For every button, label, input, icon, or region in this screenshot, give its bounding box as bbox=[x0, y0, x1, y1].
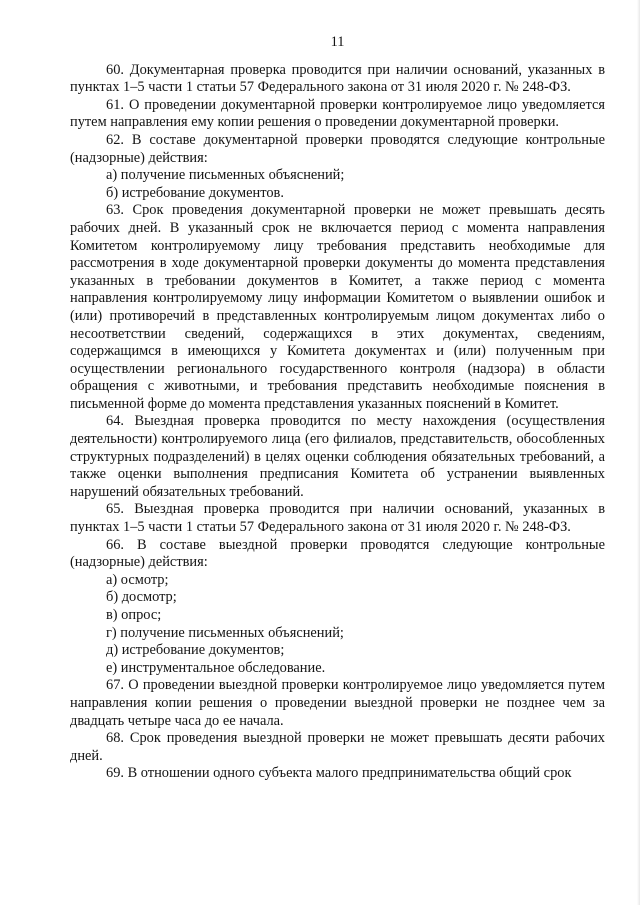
list-item: а) осмотр; bbox=[106, 571, 169, 588]
list-item: е) инструментальное обследование. bbox=[106, 659, 326, 676]
paragraph-62: 62. В составе документарной проверки проводятся следующие контрольные (надзорные) действия: bbox=[70, 131, 605, 166]
paragraph-67: 67. О проведении выездной проверки контролируемое лицо уведомляется путем направления копии решения о проведении выездной проверки не позднее чем за двадцать четыре часа до ее начала. bbox=[70, 677, 605, 729]
paragraph-63: 63. Срок проведения документарной проверки не может превышать десять рабочих дней. В указанный срок не включается период с момента направления Комитетом контролируемому лицу требования представить необходимые для рассмотрения в ходе документарной проверки документы до момента представления указанных в требовании документов в Комитет, а также период с момента направления контролируемому лицу информации Комитетом о выявлении ошибок и (или) противоречий в представленных контролируемым лицом документах либо о несоответствии сведений, содержащихся в этих документах, сведениям, содержащимся в имеющихся у Комитета документах и (или) полученным при осуществлении регионального государственного контроля (надзора) в области обращения с животными, и требования представить необходимые пояснения в письменной форме до момента представления указанных пояснений в Комитет. bbox=[70, 202, 605, 412]
document-page bbox=[70, 34, 605, 783]
list-item: б) досмотр; bbox=[106, 589, 177, 606]
list-item: а) получение письменных объяснений; bbox=[106, 167, 345, 184]
list-item: в) опрос; bbox=[106, 607, 162, 623]
page-number: 11 bbox=[330, 34, 345, 50]
paragraph-66: 66. В составе выездной проверки проводятся следующие контрольные (надзорные) действия: bbox=[70, 536, 605, 571]
paragraph-60: 60. Документарная проверка проводится при наличии оснований, указанных в пунктах 1–5 части 1 статьи 57 Федерального закона от 31 июля 2020 г. № 248-ФЗ. bbox=[70, 61, 605, 96]
paragraph-69: 69. В отношении одного субъекта малого предпринимательства общий срок bbox=[106, 765, 572, 782]
paragraph-64: 64. Выездная проверка проводится по месту нахождения (осуществления деятельности) контролируемого лица (его филиалов, представительств, обособленных структурных подразделений) в целях оценки соблюдения обязательных требований, а также оценки выполнения предписания Комитета об устранении выявленных нарушений обязательных требований. bbox=[70, 413, 605, 500]
list-item: д) истребование документов; bbox=[106, 642, 285, 659]
paragraph-68: 68. Срок проведения выездной проверки не может превышать десяти рабочих дней. bbox=[70, 730, 605, 764]
paragraph-65: 65. Выездная проверка проводится при наличии оснований, указанных в пунктах 1–5 части 1 статьи 57 Федерального закона от 31 июля 2020 г. № 248-ФЗ. bbox=[70, 501, 605, 536]
paragraph-61: 61. О проведении документарной проверки контролируемое лицо уведомляется путем направления ему копии решения о проведении документарной проверки. bbox=[70, 96, 605, 131]
list-item: г) получение письменных объяснений; bbox=[106, 624, 344, 641]
list-item: б) истребование документов. bbox=[106, 184, 284, 201]
